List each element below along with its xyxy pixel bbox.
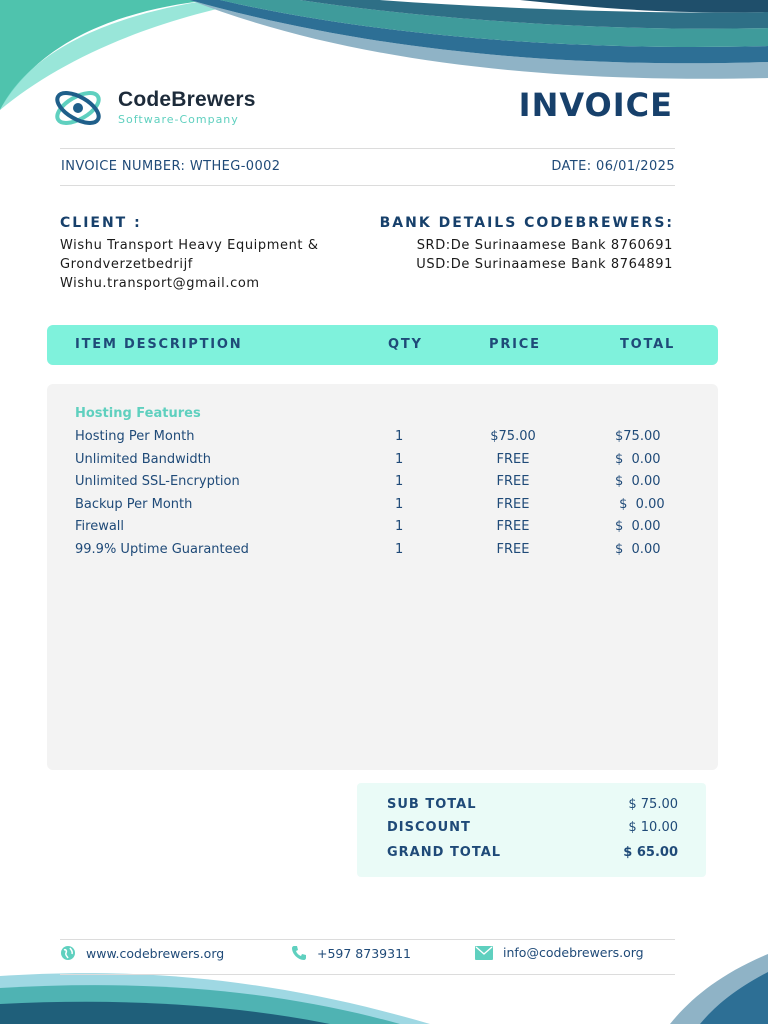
row-qty: 1 bbox=[395, 452, 404, 467]
phone-text[interactable]: +597 8739311 bbox=[317, 945, 411, 961]
client-name-line-2: Grondverzetbedrijf bbox=[60, 257, 193, 272]
items-table-header bbox=[47, 325, 718, 365]
client-email: Wishu.transport@gmail.com bbox=[60, 276, 260, 291]
footer-divider-bottom bbox=[60, 974, 675, 975]
row-total: $ 0.00 bbox=[615, 452, 661, 467]
brand-subtitle: Software-Company bbox=[118, 113, 239, 126]
footer-website[interactable] bbox=[60, 945, 224, 961]
discount-value: $ 10.00 bbox=[628, 820, 678, 835]
category-label: Hosting Features bbox=[75, 406, 201, 421]
bank-heading: BANK DETAILS CODEBREWERS: bbox=[379, 215, 674, 231]
row-description: Hosting Per Month bbox=[75, 429, 195, 444]
email-text[interactable]: info@codebrewers.org bbox=[503, 945, 644, 960]
row-description: 99.9% Uptime Guaranteed bbox=[75, 542, 249, 557]
row-description: Firewall bbox=[75, 519, 125, 534]
website-text[interactable]: www.codebrewers.org bbox=[86, 945, 225, 961]
row-total: $ 0.00 bbox=[615, 497, 665, 512]
table-row bbox=[47, 429, 718, 449]
bank-line-srd: SRD:De Surinaamese Bank 8760691 bbox=[416, 238, 673, 253]
phone-icon bbox=[291, 945, 307, 961]
row-price: FREE bbox=[496, 474, 530, 489]
row-qty: 1 bbox=[395, 542, 404, 557]
brand-name: CodeBrewers bbox=[118, 88, 256, 111]
row-price: FREE bbox=[496, 519, 530, 534]
table-row bbox=[47, 542, 718, 562]
header-qty: QTY bbox=[388, 337, 423, 352]
table-row bbox=[47, 474, 718, 494]
divider-top bbox=[60, 148, 675, 149]
client-name-line-1: Wishu Transport Heavy Equipment & bbox=[60, 238, 319, 253]
document-title: INVOICE bbox=[518, 86, 673, 124]
row-qty: 1 bbox=[395, 429, 404, 444]
row-total: $ 0.00 bbox=[615, 542, 661, 557]
row-total: $ 0.00 bbox=[615, 519, 661, 534]
grand-total-label: GRAND TOTAL bbox=[387, 845, 502, 860]
row-description: Unlimited Bandwidth bbox=[75, 452, 211, 467]
envelope-icon bbox=[475, 946, 493, 960]
footer-email[interactable] bbox=[475, 945, 644, 960]
discount-label: DISCOUNT bbox=[387, 820, 471, 835]
header-item-description: ITEM DESCRIPTION bbox=[75, 337, 243, 352]
row-description: Backup Per Month bbox=[75, 497, 193, 512]
grand-total-value: $ 65.00 bbox=[623, 845, 678, 860]
globe-icon bbox=[60, 945, 76, 961]
row-price: FREE bbox=[496, 497, 530, 512]
row-price: $75.00 bbox=[490, 429, 536, 444]
invoice-date: DATE: 06/01/2025 bbox=[551, 159, 675, 174]
row-description: Unlimited SSL-Encryption bbox=[75, 474, 240, 489]
footer-wave-decoration bbox=[0, 954, 768, 1024]
row-qty: 1 bbox=[395, 519, 404, 534]
codebrewers-logo-icon bbox=[52, 86, 104, 130]
table-row bbox=[47, 497, 718, 517]
table-row bbox=[47, 519, 718, 539]
bank-line-usd: USD:De Surinaamese Bank 8764891 bbox=[416, 257, 673, 272]
client-heading: CLIENT : bbox=[60, 215, 142, 231]
totals-summary bbox=[357, 783, 706, 877]
row-price: FREE bbox=[496, 452, 530, 467]
table-row bbox=[47, 452, 718, 472]
row-total: $ 0.00 bbox=[615, 474, 661, 489]
divider-bottom bbox=[60, 185, 675, 186]
row-qty: 1 bbox=[395, 474, 404, 489]
header-price: PRICE bbox=[489, 337, 541, 352]
footer-phone[interactable] bbox=[291, 945, 411, 961]
row-price: FREE bbox=[496, 542, 530, 557]
items-table-body bbox=[47, 384, 718, 770]
brand-block bbox=[118, 88, 256, 126]
header-total: TOTAL bbox=[620, 337, 676, 352]
sub-total-label: SUB TOTAL bbox=[387, 797, 477, 812]
footer-divider-top bbox=[60, 939, 675, 940]
sub-total-value: $ 75.00 bbox=[628, 797, 678, 812]
invoice-number: INVOICE NUMBER: WTHEG-0002 bbox=[61, 159, 281, 174]
row-qty: 1 bbox=[395, 497, 404, 512]
row-total: $75.00 bbox=[615, 429, 661, 444]
